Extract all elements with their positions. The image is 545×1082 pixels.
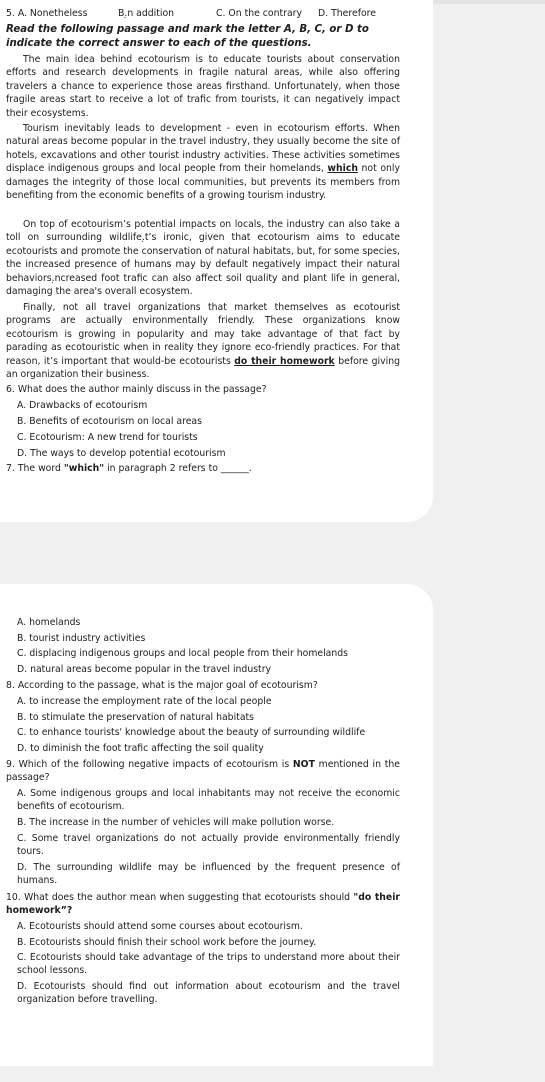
q5-option-d: D. Therefore: [318, 8, 376, 19]
passage-paragraph-1: The main idea behind ecotourism is to educate tourists about conservation efforts and research developments in fragile natural areas, while also offering travelers a chance to experience those areas firsthand. Unfortunately, when those fragile areas start to receive a lot of trafic from tourists, it can negatively impact their ecosystems.: [6, 54, 400, 119]
q7-option-a: A. homelands: [17, 617, 81, 628]
q7-option-d: D. natural areas become popular in the travel industry: [17, 664, 272, 675]
document-page-2: [0, 584, 433, 1066]
passage-paragraph-4: Finally, not all travel organizations that market themselves as ecotourist programs are actually environmentally friendly. These organizations know ecotourism is growing in popularity and may take advantage of that fact by parading as ecotouristic when in reality they ignore eco-friendly practices. For that reason, it’s important that would-be ecotourists do their homework before giving an organization their business.: [6, 302, 400, 381]
which-underlined: which: [327, 163, 358, 175]
reading-instruction: Read the following passage and mark the letter A, B, C, or D to indicate the correct answer to each of the questions.: [6, 24, 369, 49]
q5-option-a: 5. A. Nonetheless: [6, 8, 88, 19]
do-their-homework-underlined: do their homework: [234, 355, 335, 367]
q6-option-b: B. Benefits of ecotourism on local areas: [17, 416, 202, 427]
q8-option-a: A. to increase the employment rate of the local people: [17, 696, 272, 707]
passage-paragraph-3: On top of ecotourism’s potential impacts on locals, the industry can also take a toll on surrounding wildlife.̣t’s ironic, given that ecotourism aims to educate ecotourists and promote the conservation of natural habitats, but, for some species, the increased presence of humans may by default negatively impact their natural behaviors.̣ncreased foot trafic can also affect soil quality and plant life in general, damaging the area's overall ecosystem.: [6, 219, 400, 298]
q8-option-c: C. to enhance tourists' knowledge about the beauty of surrounding wildlife: [17, 727, 366, 738]
q6-option-a: A. Drawbacks of ecotourism: [17, 400, 148, 411]
q6-option-c: C. Ecotourism: A new trend for tourists: [17, 432, 198, 443]
q7-option-c: C. displacing indigenous groups and local people from their homelands: [17, 648, 349, 659]
question-8-stem: 8. According to the passage, what is the major goal of ecotourism?: [6, 680, 318, 691]
q6-option-d: D. The ways to develop potential ecotourism: [17, 448, 226, 459]
q5-option-b: B.̣n addition: [118, 8, 175, 19]
q9-option-c: C. Some travel organizations do not actually provide environmentally friendly tours.: [17, 833, 400, 858]
q9-option-a: A. Some indigenous groups and local inhabitants may not receive the economic benefits of ecotourism.: [17, 788, 400, 813]
q10-option-a: A. Ecotourists should attend some courses about ecotourism.: [17, 921, 303, 932]
q8-option-d: D. to diminish the foot trafic affecting the soil quality: [17, 743, 264, 754]
q9-option-b: B. The increase in the number of vehicles will make pollution worse.: [17, 817, 335, 828]
q10-option-c: C. Ecotourists should take advantage of the trips to understand more about their school lessons.: [17, 952, 400, 977]
q5-option-c: C. On the contrary: [216, 8, 302, 19]
passage-paragraph-2: Tourism inevitably leads to development - even in ecotourism efforts. When natural areas become popular in the travel industry, they usually become the site of hotels, excavations and other tourist industry activities. These activities sometimes displace indigenous groups and local people from their homelands, which not only damages the integrity of those local communities, but prevents its members from benefiting from the economic benefits of a growing tourism industry.: [6, 123, 400, 202]
q8-option-b: B. to stimulate the preservation of natural habitats: [17, 712, 255, 723]
question-9-stem: 9. Which of the following negative impacts of ecotourism is NOT mentioned in the passage?: [6, 759, 400, 784]
q10-option-b: B. Ecotourists should finish their school work before the journey.: [17, 937, 317, 948]
q10-option-d: D. Ecotourists should find out information about ecotourism and the travel organization before travelling.: [17, 981, 400, 1006]
q9-option-d: D. The surrounding wildlife may be influenced by the frequent presence of humans.: [17, 862, 400, 887]
question-10-stem: 10. What does the author mean when suggesting that ecotourists should "do their homework”?: [6, 892, 401, 917]
question-6-stem: 6. What does the author mainly discuss in the passage?: [6, 384, 267, 395]
question-7-stem: 7. The word "which" in paragraph 2 refers to ______.: [6, 463, 252, 474]
document-page-1: [0, 0, 433, 522]
q7-option-b: B. tourist industry activities: [17, 633, 146, 644]
